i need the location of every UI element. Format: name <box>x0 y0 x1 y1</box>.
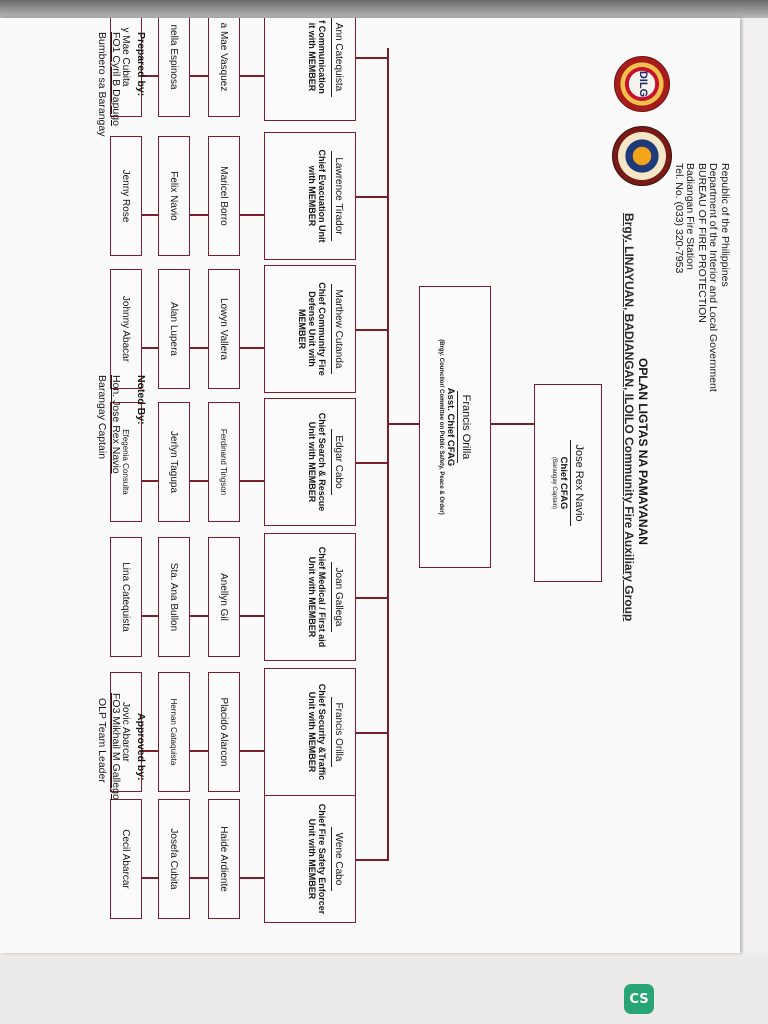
unit-role-line: with MEMBER <box>307 165 317 227</box>
unit-head-name: Ann Catequista <box>331 18 344 97</box>
member-box: Josefa Cubita <box>158 799 190 919</box>
org-chart-sheet <box>0 18 740 953</box>
noted-by-label: Noted By: <box>135 375 147 425</box>
member-box: Jerlyn Tagupa <box>158 402 190 522</box>
unit-box <box>264 795 356 923</box>
unit-connector <box>356 196 389 198</box>
asst-chief-connector <box>388 423 419 425</box>
unit-role-line: Chief Community Fire <box>317 282 327 376</box>
unit-role-line: Chief Medical / First aid <box>317 546 327 648</box>
telephone-text: Tel. No. (033) 320-7953 <box>673 163 685 274</box>
noted-by-name: Hon. Jose Rex Navio <box>110 375 122 474</box>
member-box: Lowyn Vallera <box>208 269 240 389</box>
camscanner-app-icon[interactable]: CS <box>624 984 654 1014</box>
unit-role-line: Defense Unit with <box>307 291 317 367</box>
asst-chief-cfag-box <box>419 286 491 568</box>
unit-role-line: Unit with MEMBER <box>307 421 317 503</box>
approved-by-name: FO3 Mikhail M Gallego <box>110 693 122 800</box>
approved-by-label: Approved by: <box>135 713 147 781</box>
member-box: Hernan Cataquista <box>158 672 190 792</box>
chief-connector <box>491 423 534 425</box>
prepared-by-name: FO1 Cyril B Dapugo <box>110 32 122 126</box>
unit-head-name: Wene Cabo <box>331 827 344 892</box>
unit-connector <box>356 57 389 59</box>
unit-role-line: Chief Search & Rescue <box>317 412 327 512</box>
bureau-text: BUREAU OF FIRE PROTECTION <box>696 163 708 323</box>
document-title: OPLAN LIGTAS NA PAMAYANAN <box>636 358 650 545</box>
photo-edge <box>0 0 768 18</box>
unit-role-line: Chief Evacuation Unit <box>317 149 327 243</box>
republic-text: Republic of the Philippines <box>719 163 731 287</box>
unit-role-line: Unit with MEMBER <box>307 556 317 638</box>
unit-box <box>264 132 356 260</box>
member-box: Maricel Borro <box>208 136 240 256</box>
chief-role: Chief CFAG <box>557 456 569 510</box>
member-box: Felix Navio <box>158 136 190 256</box>
member-box: Placido Alarcon <box>208 672 240 792</box>
member-box: a Mae Vasquez <box>208 18 240 117</box>
asst-chief-role: Asst. Chief CFAG <box>444 387 456 467</box>
member-box: Anellyn Gil <box>208 537 240 657</box>
unit-connector <box>356 462 389 464</box>
unit-role-line: f Communication <box>317 20 327 94</box>
unit-head-name: Joan Gallega <box>331 562 344 633</box>
unit-head-name: Edgar Cabo <box>331 429 344 494</box>
unit-box <box>264 533 356 661</box>
unit-role-line: Unit with MEMBER <box>307 691 317 773</box>
units-bus-line <box>387 48 389 859</box>
prepared-by-role: Bumbero sa Barangay <box>96 32 108 137</box>
member-box: Alan Lupera <box>158 269 190 389</box>
prepared-by-label: Prepared by: <box>135 32 147 97</box>
noted-by-role: Barangay Captain <box>96 375 108 460</box>
unit-role-line: MEMBER <box>297 309 307 349</box>
member-box: Cecil Abarcar <box>110 799 142 919</box>
member-box: Sta. Ana Bullon <box>158 537 190 657</box>
dilg-seal-logo <box>614 56 670 112</box>
member-box: Efegenia Consulta <box>110 402 142 522</box>
dilg-logo-text: DILG <box>637 70 649 98</box>
member-box: Haide Ardiente <box>208 799 240 919</box>
unit-connector <box>356 859 389 861</box>
document-page <box>0 18 740 953</box>
unit-role-line: Chief Security &Traffic <box>317 683 327 781</box>
station-text: Badiangan Fire Station <box>684 163 697 270</box>
member-box: y Mae Cubita <box>110 18 142 117</box>
member-box: Jovic Abarcar <box>110 672 142 792</box>
unit-role-line: Unit with MEMBER <box>307 818 317 900</box>
unit-head-name: Marthew Cutanda <box>331 284 344 375</box>
member-box: Johnny Abacar <box>110 269 142 389</box>
asst-chief-role-note: (Brgy. Councilor/ Committee on Public Safety, Peace & Order) <box>438 339 445 515</box>
unit-role-line: Chief Fire Safety Enforcer <box>317 803 327 915</box>
chief-name: Jose Rex Navio <box>570 440 585 525</box>
member-box: nella Espinosa <box>158 18 190 117</box>
document-subtitle: Brgy. LINAYUAN, BADIANGAN, ILOILO Community Fire Auxiliary Group <box>622 213 636 622</box>
member-box: Jenny Rose <box>110 136 142 256</box>
department-text: Department of the Interior and Local Government <box>707 163 720 392</box>
unit-box <box>264 18 356 121</box>
unit-head-name: Francis Orilla <box>331 697 344 768</box>
unit-box <box>264 398 356 526</box>
chief-role-note: (Barangay Captain) <box>551 456 558 510</box>
unit-connector <box>356 732 389 734</box>
asst-chief-name: Francis Orilla <box>457 391 472 464</box>
unit-role-line: it with MEMBER <box>307 22 317 92</box>
unit-connector <box>356 329 389 331</box>
agency-header <box>673 163 731 392</box>
bfp-seal-logo <box>612 126 672 186</box>
unit-connector <box>356 597 389 599</box>
member-box: Lina Catequista <box>110 537 142 657</box>
unit-box <box>264 265 356 393</box>
unit-box <box>264 668 356 796</box>
member-box: Ferdinand Tingson <box>208 402 240 522</box>
chief-cfag-box <box>534 384 602 582</box>
approved-by-role: OLP Team Leader <box>96 698 108 783</box>
unit-head-name: Lawrence Tirador <box>331 151 344 240</box>
